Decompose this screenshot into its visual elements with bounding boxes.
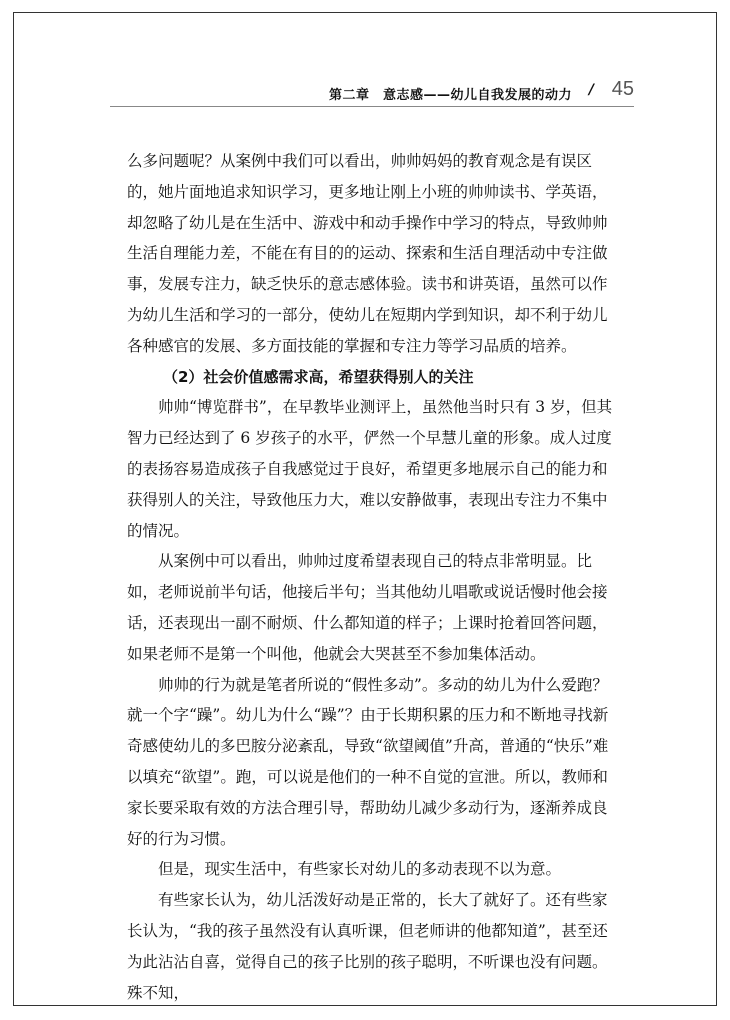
paragraph: 但是，现实生活中，有些家长对幼儿的多动表现不以为意。 — [158, 860, 562, 879]
paragraph: 帅帅“博览群书”，在早教毕业测评上，虽然他当时只有 3 岁，但其智力已经达到了 6 岁孩子的水平，俨然一个早慧儿童的形象。成人过度的表扬容易造成孩子自我感觉过于良好，希望更多地展示自己的能力和获得别人的关注，导致他压力大，难以安静做事，表现出专注力不集中的情况。 — [127, 398, 613, 540]
paragraph-continued: 么多问题呢？从案例中我们可以看出，帅帅妈妈的教育观念是有误区的，她片面地追求知识学习，更多地让刚上小班的帅帅读书、学英语，却忽略了幼儿是在生活中、游戏中和动手操作中学习的特点，导致帅帅生活自理能力差，不能在有目的的运动、探索和生活自理活动中专注做事，发展专注力，缺乏快乐的意志感体验。读书和讲英语，虽然可以作为幼儿生活和学习的一部分，使幼儿在短期内学到知识，却不利于幼儿各种感官的发展、多方面技能的掌握和专注力等学习品质的培养。 — [127, 152, 608, 355]
paragraph: 有些家长认为，幼儿活泼好动是正常的，长大了就好了。还有些家长认为，“我的孩子虽然没有认真听课，但老师讲的他都知道”，甚至还为此沾沾自喜，觉得自己的孩子比别的孩子聪明，不听课也没有问题。殊不知， — [127, 891, 608, 1002]
header-separator: / — [588, 82, 594, 98]
body-text — [127, 146, 621, 1008]
page-number: 45 — [611, 78, 634, 100]
paragraph: 帅帅的行为就是笔者所说的“假性多动”。多动的幼儿为什么爱跑？就一个字“躁”。幼儿为什么“躁”？由于长期积累的压力和不断地寻找新奇感使幼儿的多巴胺分泌紊乱，导致“欲望阈值”升高，普通的“快乐”难以填充“欲望”。跑，可以说是他们的一种不自觉的宣泄。所以，教师和家长要采取有效的方法合理引导，帮助幼儿减少多动行为，逐渐养成良好的行为习惯。 — [127, 675, 609, 848]
paragraph: 从案例中可以看出，帅帅过度希望表现自己的特点非常明显。比如，老师说前半句话，他接后半句；当其他幼儿唱歌或说话慢时他会接话，还表现出一副不耐烦、什么都知道的样子；上课时抢着回答问题，如果老师不是第一个叫他，他就会大哭甚至不参加集体活动。 — [127, 552, 608, 663]
section-heading: （2）社会价值感需求高，希望获得别人的关注 — [163, 367, 474, 386]
chapter-title: 第二章 意志感——幼儿自我发展的动力 — [328, 88, 572, 103]
header-rule — [110, 106, 634, 107]
running-head — [110, 78, 634, 106]
